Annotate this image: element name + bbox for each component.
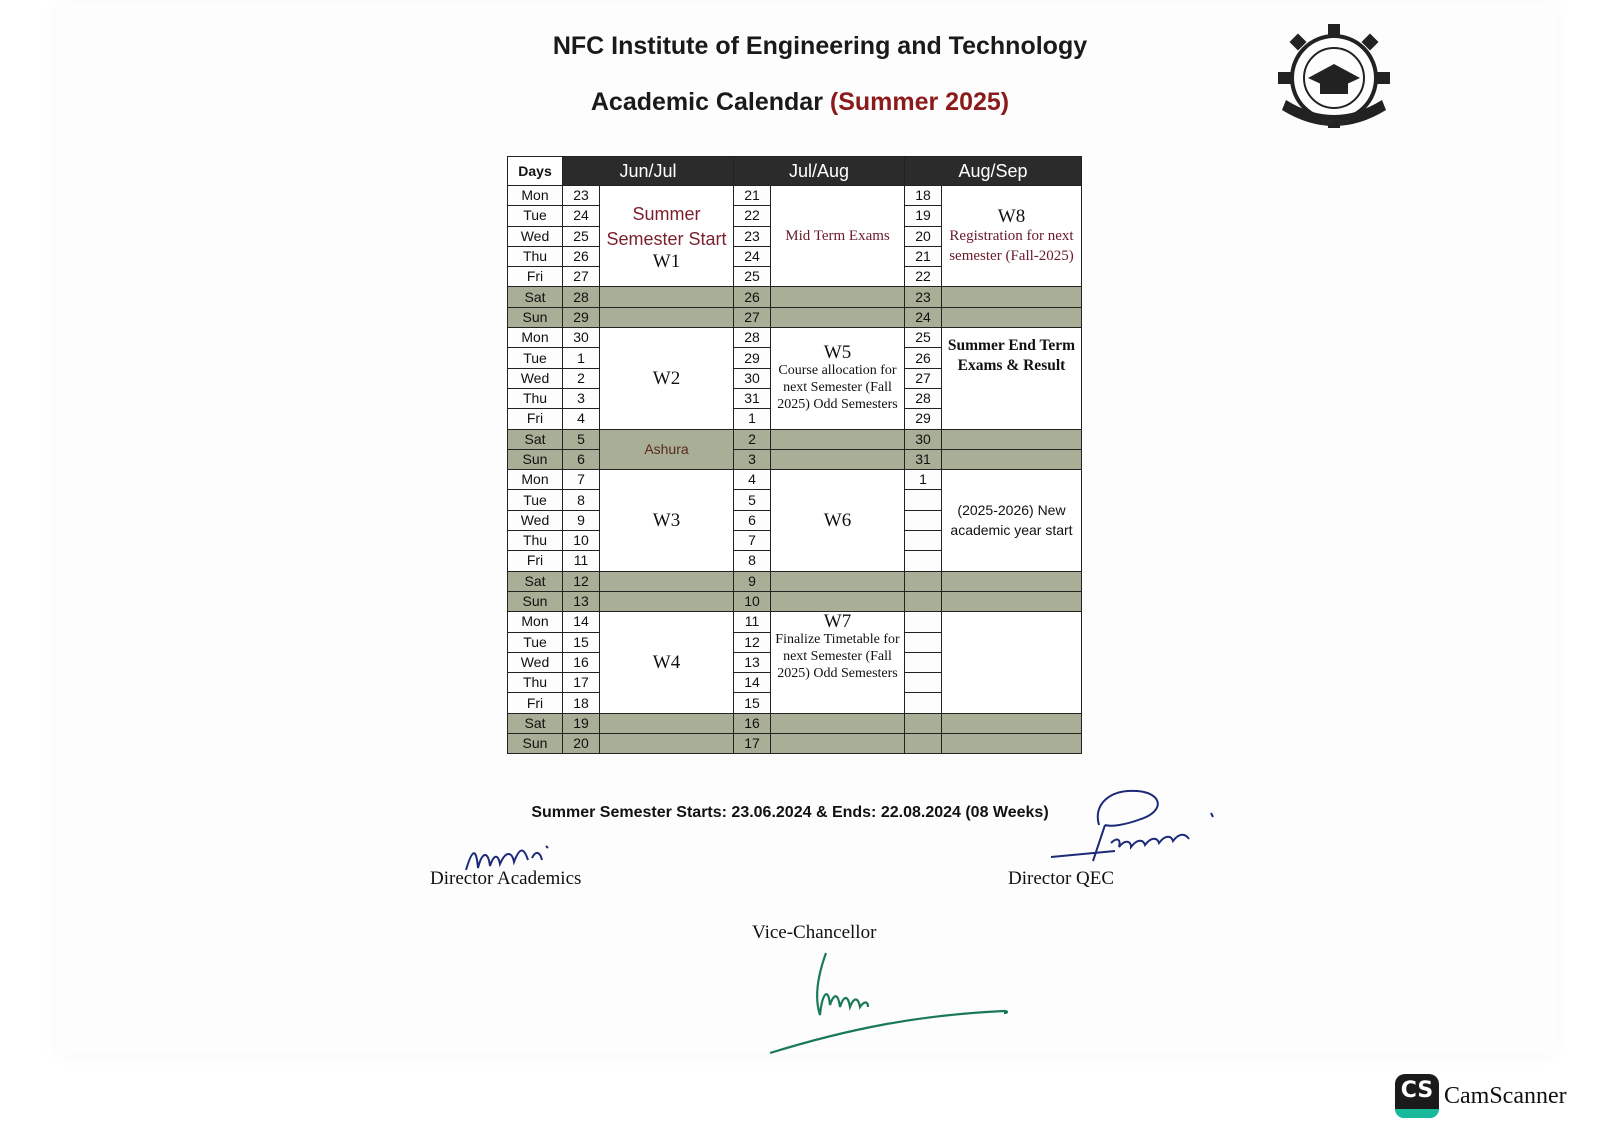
date-cell: 21	[905, 246, 942, 266]
empty-cell	[600, 713, 734, 733]
day-cell: Thu	[508, 246, 563, 266]
date-cell: 21	[734, 186, 771, 206]
date-cell: 3	[563, 388, 600, 408]
date-cell: 18	[905, 186, 942, 206]
date-cell: 14	[734, 673, 771, 693]
date-cell: 12	[563, 571, 600, 591]
date-cell	[905, 734, 942, 754]
empty-cell	[771, 307, 905, 327]
date-cell: 7	[734, 531, 771, 551]
date-cell	[905, 531, 942, 551]
weekend-row	[508, 307, 1082, 327]
date-cell: 5	[563, 429, 600, 449]
empty-cell	[942, 307, 1082, 327]
event-end-term	[942, 328, 1082, 429]
empty-cell	[942, 429, 1082, 449]
week-label: W8	[997, 205, 1026, 227]
date-cell: 26	[563, 246, 600, 266]
date-cell: 1	[734, 409, 771, 429]
date-cell: 20	[905, 226, 942, 246]
day-cell: Mon	[508, 612, 563, 632]
date-cell	[905, 612, 942, 632]
weekend-row	[508, 287, 1082, 307]
date-cell: 30	[734, 368, 771, 388]
day-cell: Sun	[508, 307, 563, 327]
day-cell: Wed	[508, 510, 563, 530]
day-cell: Sat	[508, 571, 563, 591]
event-text: Mid Term Exams	[785, 228, 890, 245]
day-cell: Wed	[508, 652, 563, 672]
event-text: (2025-2026) New academic year start	[950, 502, 1073, 539]
date-cell: 18	[563, 693, 600, 713]
director-qec-signature-icon	[1045, 785, 1235, 875]
day-cell: Fri	[508, 409, 563, 429]
day-cell: Mon	[508, 186, 563, 206]
date-cell: 29	[563, 307, 600, 327]
empty-cell	[771, 734, 905, 754]
date-cell: 7	[563, 470, 600, 490]
day-cell: Wed	[508, 226, 563, 246]
day-cell: Tue	[508, 206, 563, 226]
empty-cell	[942, 591, 1082, 611]
table-row	[508, 186, 1082, 206]
date-cell: 8	[734, 551, 771, 571]
date-cell: 30	[905, 429, 942, 449]
header-month-1: Jun/Jul	[563, 157, 734, 186]
date-cell: 27	[563, 267, 600, 287]
empty-cell	[600, 734, 734, 754]
day-cell: Tue	[508, 490, 563, 510]
date-cell: 11	[563, 551, 600, 571]
date-cell: 29	[905, 409, 942, 429]
date-cell	[905, 673, 942, 693]
empty-cell	[942, 287, 1082, 307]
date-cell: 30	[563, 328, 600, 348]
header-month-2: Jul/Aug	[734, 157, 905, 186]
day-cell: Thu	[508, 388, 563, 408]
week-label: W6	[823, 509, 852, 531]
event-ashura: Ashura	[600, 429, 734, 470]
semester-summary: Summer Semester Starts: 23.06.2024 & Ends: 22.08.2024 (08 Weeks)	[531, 804, 1049, 821]
date-cell: 25	[734, 267, 771, 287]
date-cell: 13	[734, 652, 771, 672]
event-registration	[942, 186, 1082, 287]
date-cell: 29	[734, 348, 771, 368]
empty-cell	[600, 287, 734, 307]
date-cell: 23	[563, 186, 600, 206]
empty-cell	[942, 713, 1082, 733]
date-cell: 4	[734, 470, 771, 490]
date-cell: 5	[734, 490, 771, 510]
date-cell: 13	[563, 591, 600, 611]
date-cell: 22	[905, 267, 942, 287]
date-cell: 8	[563, 490, 600, 510]
date-cell: 2	[734, 429, 771, 449]
day-cell: Fri	[508, 693, 563, 713]
date-cell: 27	[905, 368, 942, 388]
date-cell: 11	[734, 612, 771, 632]
camscanner-watermark: CamScanner	[1444, 1083, 1567, 1109]
date-cell	[905, 632, 942, 652]
event-finalize-timetable	[771, 612, 905, 713]
date-cell: 24	[905, 307, 942, 327]
date-cell: 4	[563, 409, 600, 429]
date-cell: 16	[563, 652, 600, 672]
date-cell: 31	[905, 449, 942, 469]
date-cell: 25	[563, 226, 600, 246]
date-cell: 17	[563, 673, 600, 693]
empty-cell	[771, 449, 905, 469]
date-cell: 23	[905, 287, 942, 307]
date-cell	[905, 652, 942, 672]
date-cell: 31	[734, 388, 771, 408]
date-cell: 1	[905, 470, 942, 490]
date-cell: 14	[563, 612, 600, 632]
date-cell: 16	[734, 713, 771, 733]
date-cell: 25	[905, 328, 942, 348]
date-cell: 26	[905, 348, 942, 368]
director-qec-label: Director QEC	[1008, 868, 1115, 889]
date-cell: 28	[563, 287, 600, 307]
date-cell	[905, 490, 942, 510]
date-cell: 10	[734, 591, 771, 611]
event-text: Summer End Term Exams & Result	[947, 337, 1076, 375]
day-cell: Mon	[508, 470, 563, 490]
institute-title: NFC Institute of Engineering and Technology	[552, 32, 1088, 60]
table-row	[508, 612, 1082, 632]
week-label: W4	[652, 651, 681, 673]
event-week-6	[771, 470, 905, 571]
date-cell	[905, 591, 942, 611]
date-cell	[905, 571, 942, 591]
weekend-row	[508, 734, 1082, 754]
vice-chancellor-label: Vice-Chancellor	[752, 922, 877, 943]
date-cell: 9	[563, 510, 600, 530]
camscanner-badge-text: CS	[1400, 1078, 1434, 1103]
date-cell: 15	[563, 632, 600, 652]
event-week-2	[600, 328, 734, 429]
event-text: Finalize Timetable for next Semester (Fall 2025) Odd Semesters	[775, 632, 900, 682]
empty-cell	[771, 591, 905, 611]
day-cell: Thu	[508, 531, 563, 551]
date-cell: 1	[563, 348, 600, 368]
event-text: Summer Semester Start	[606, 203, 727, 249]
empty-cell	[771, 429, 905, 449]
week-label: W2	[652, 367, 681, 389]
calendar-table	[507, 156, 1082, 754]
calendar-season: (Summer 2025)	[829, 88, 1010, 116]
header-month-3: Aug/Sep	[905, 157, 1082, 186]
date-cell: 10	[563, 531, 600, 551]
day-cell: Fri	[508, 267, 563, 287]
date-cell: 26	[734, 287, 771, 307]
weekend-row	[508, 571, 1082, 591]
date-cell: 6	[734, 510, 771, 530]
calendar-title	[560, 88, 1040, 117]
table-row	[508, 328, 1082, 348]
event-new-academic-year	[942, 470, 1082, 571]
weekend-row	[508, 591, 1082, 611]
date-cell: 23	[734, 226, 771, 246]
header-row	[508, 157, 1082, 186]
week-label: W1	[652, 250, 681, 272]
day-cell: Wed	[508, 368, 563, 388]
day-cell: Sat	[508, 429, 563, 449]
date-cell	[905, 510, 942, 530]
date-cell: 20	[563, 734, 600, 754]
day-cell: Sun	[508, 449, 563, 469]
date-cell: 27	[734, 307, 771, 327]
date-cell	[905, 551, 942, 571]
day-cell: Tue	[508, 348, 563, 368]
date-cell: 28	[905, 388, 942, 408]
day-cell: Fri	[508, 551, 563, 571]
empty-cell	[600, 571, 734, 591]
date-cell: 19	[563, 713, 600, 733]
empty-cell	[942, 449, 1082, 469]
day-cell: Mon	[508, 328, 563, 348]
event-week-3	[600, 470, 734, 571]
date-cell: 19	[905, 206, 942, 226]
event-week-4	[600, 612, 734, 713]
empty-cell	[942, 734, 1082, 754]
camscanner-logo-icon	[1395, 1074, 1439, 1118]
weekend-row	[508, 429, 1082, 449]
date-cell: 6	[563, 449, 600, 469]
weekend-row	[508, 449, 1082, 469]
table-row	[508, 470, 1082, 490]
week-label: W3	[652, 509, 681, 531]
date-cell	[905, 713, 942, 733]
calendar-title-main: Academic Calendar	[590, 88, 823, 116]
date-cell: 22	[734, 206, 771, 226]
date-cell: 28	[734, 328, 771, 348]
day-cell: Sun	[508, 591, 563, 611]
director-academics-label: Director Academics	[430, 868, 582, 889]
empty-cell	[600, 591, 734, 611]
date-cell: 3	[734, 449, 771, 469]
empty-cell	[942, 571, 1082, 591]
date-cell: 17	[734, 734, 771, 754]
date-cell	[905, 693, 942, 713]
event-text: Registration for next semester (Fall-2025)	[949, 227, 1074, 264]
week-label: W5	[823, 342, 852, 364]
empty-cell	[771, 287, 905, 307]
date-cell: 24	[563, 206, 600, 226]
empty-cell	[771, 571, 905, 591]
empty-cell	[600, 307, 734, 327]
date-cell: 12	[734, 632, 771, 652]
date-cell: 24	[734, 246, 771, 266]
empty-cell	[771, 713, 905, 733]
day-cell: Sat	[508, 713, 563, 733]
day-cell: Sun	[508, 734, 563, 754]
event-midterm	[771, 186, 905, 287]
date-cell: 15	[734, 693, 771, 713]
day-cell: Thu	[508, 673, 563, 693]
weekend-row	[508, 713, 1082, 733]
empty-cell	[942, 612, 1082, 713]
event-summer-start	[600, 186, 734, 287]
logo-caption: NFC IET	[1321, 120, 1349, 127]
day-cell: Sat	[508, 287, 563, 307]
day-cell: Tue	[508, 632, 563, 652]
event-text: Course allocation for next Semester (Fall 2025) Odd Semesters	[777, 363, 898, 413]
event-course-allocation	[771, 328, 905, 429]
week-label: W7	[823, 611, 852, 633]
date-cell: 9	[734, 571, 771, 591]
date-cell: 2	[563, 368, 600, 388]
header-days: Days	[508, 157, 563, 186]
vice-chancellor-signature-icon	[768, 945, 1018, 1057]
